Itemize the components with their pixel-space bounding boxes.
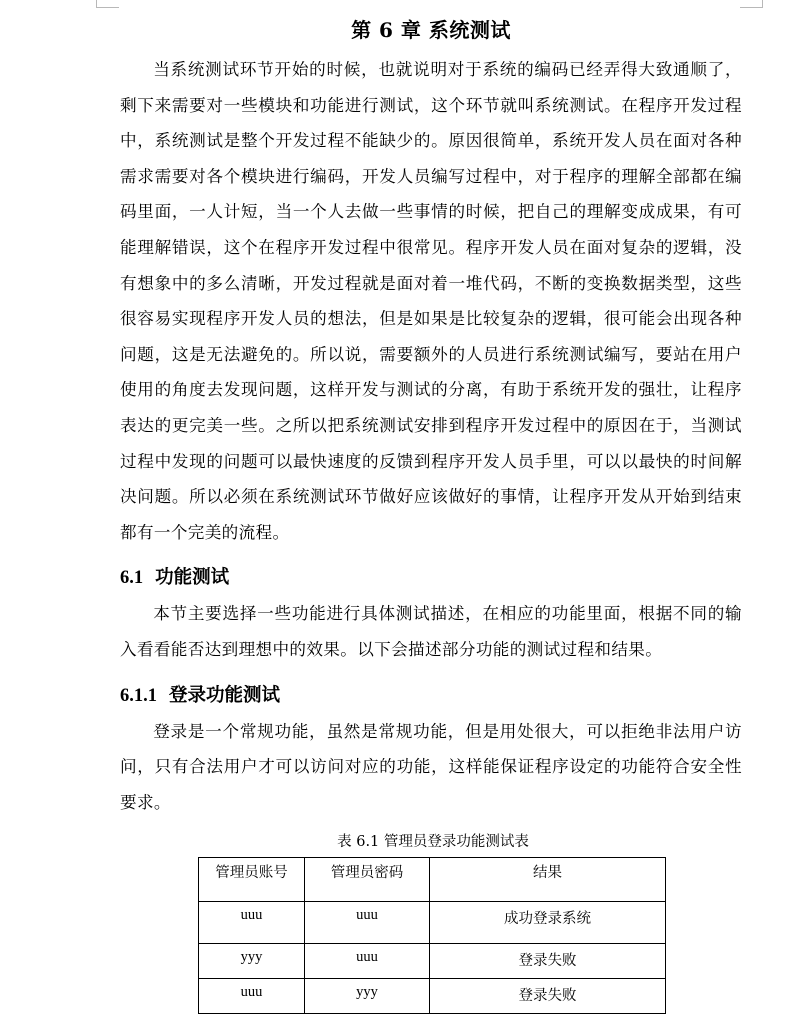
section-heading-6-1 (120, 560, 742, 596)
page-corner-mark-left (96, 0, 119, 8)
table-row (199, 944, 666, 979)
section-6-1-paragraph: 本节主要选择一些功能进行具体测试描述，在相应的功能里面，根据不同的输入看看能否达到理想中的效果。以下会描述部分功能的测试过程和结果。 (120, 604, 742, 659)
table-header-cell: 管理员密码 (305, 858, 430, 902)
intro-paragraph: 当系统测试环节开始的时候，也就说明对于系统的编码已经弄得大致通顺了，剩下来需要对一些模块和功能进行测试，这个环节就叫系统测试。在程序开发过程中，系统测试是整个开发过程不能缺少的。原因很简单，系统开发人员在面对各种需求需要对各个模块进行编码，开发人员编写过程中，对于程序的理解全部都在编码里面，一人计短，当一个人去做一些事情的时候，把自己的理解变成成果，有可能理解错误，这个在程序开发过程中很常见。程序开发人员在面对复杂的逻辑，没有想象中的多么清晰，开发过程就是面对着一堆代码，不断的变换数据类型，这些很容易实现程序开发人员的想法，但是如果是比较复杂的逻辑，很可能会出现各种问题，这是无法避免的。所以说，需要额外的人员进行系统测试编写，要站在用户使用的角度去发现问题，这样开发与测试的分离，有助于系统开发的强壮，让程序表达的更完美一些。之所以把系统测试安排到程序开发过程中的原因在于，当测试过程中发现的问题可以最快速度的反馈到程序开发人员手里，可以以最快的时间解决问题。所以必须在系统测试环节做好应该做好的事情，让程序开发从开始到结束都有一个完美的流程。 (120, 60, 742, 542)
table-row (199, 902, 666, 944)
section-title-6-1: 功能测试 (155, 567, 230, 589)
document-page (120, 0, 742, 856)
section-number-6-1-1: 6.1.1 (120, 685, 157, 706)
table-cell: uuu (305, 902, 430, 944)
table-cell: 登录失败 (430, 944, 666, 979)
section-number-6-1: 6.1 (120, 568, 144, 589)
table-header-cell: 结果 (430, 858, 666, 902)
table-cell: uuu (305, 944, 430, 979)
page-corner-mark-right (740, 0, 763, 8)
table-cell: uuu (199, 979, 305, 1014)
table-header-row (199, 858, 666, 902)
section-heading-6-1-1 (120, 678, 742, 714)
chapter-title: 第 6 章 系统测试 (351, 18, 511, 42)
table-header-cell: 管理员账号 (199, 858, 305, 902)
table-cell: uuu (199, 902, 305, 944)
section-6-1-1-paragraph: 登录是一个常规功能，虽然是常规功能，但是用处很大，可以拒绝非法用户访问，只有合法用户才可以访问对应的功能，这样能保证程序设定的功能符合安全性要求。 (120, 721, 742, 812)
login-test-table (198, 857, 666, 1014)
table-cell: yyy (199, 944, 305, 979)
table-cell: 登录失败 (430, 979, 666, 1014)
table-caption: 表 6.1 管理员登录功能测试表 (337, 834, 529, 851)
table-row (199, 979, 666, 1014)
section-title-6-1-1: 登录功能测试 (169, 684, 281, 706)
table-cell: 成功登录系统 (430, 902, 666, 944)
table-cell: yyy (305, 979, 430, 1014)
